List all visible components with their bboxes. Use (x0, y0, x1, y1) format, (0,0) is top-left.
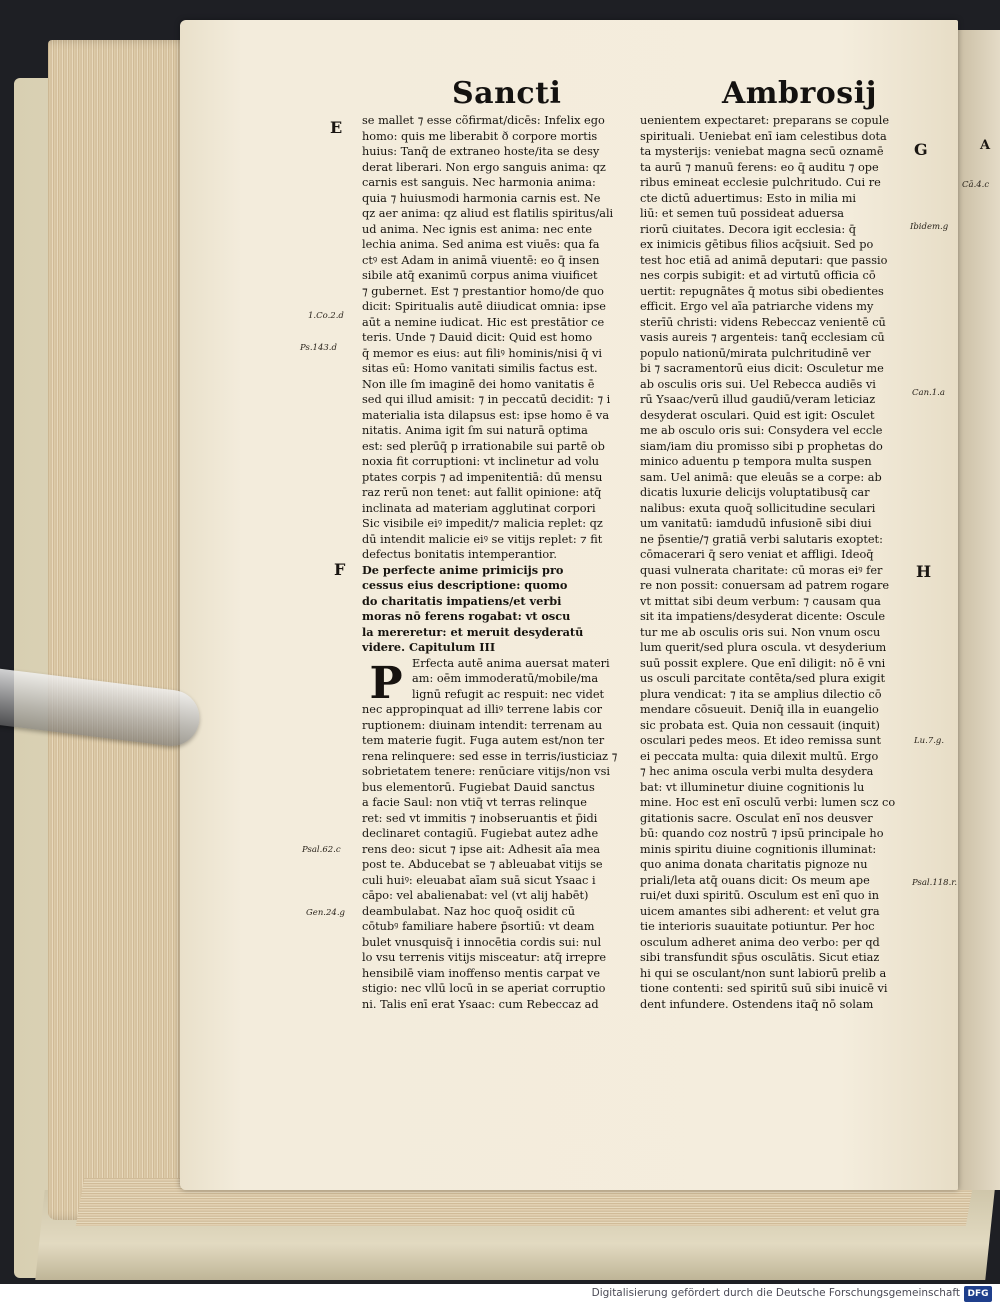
text-line: do charitatis impatiens/et verbi (362, 593, 562, 608)
text-line: bat: vt illuminetur diuine cognitionis lu (640, 780, 865, 794)
text-line: raz rerū non tenet: aut fallit opinione: atq̄ (362, 486, 602, 499)
section-letter-e: E (330, 118, 343, 137)
section-letter-g: G (914, 140, 928, 159)
text-line: ruptionem: diuinam intendit: terrenam au (362, 718, 603, 732)
text-line: mendare cōsueuit. Deniq̄ illa in euangelio (640, 703, 879, 716)
text-line: cōmacerari q̄ sero veniat et affligi. Ideoq̄ (640, 548, 874, 561)
text-line: tie interioris suauitate potiuntur. Per hoc (640, 920, 875, 933)
text-line: lignū refugit ac respuit: nec videt (412, 687, 605, 701)
margin-ref-can1: Can.1.a (912, 388, 945, 398)
text-line: sam. Uel animā: que eleuās se a corpe: ab (640, 470, 882, 484)
text-line: plura vendicat: ⁊ ita se amplius dilectio cō (640, 687, 882, 701)
text-line: deambulabat. Naz hoc quoq̄ osidit cū (362, 904, 575, 918)
text-line: quia ⁊ huiusmodi harmonia carnis est. Ne (362, 191, 601, 205)
text-line: nes corpis subigit: et ad virtutū officia cō (640, 269, 876, 282)
text-line: riorū ciuitates. Decora igit ecclesia: q̄ (640, 222, 856, 236)
text-line: us osculi parcitate contēta/sed plura exigit (640, 672, 885, 685)
text-line: minico aduentu p tempora multa suspen (640, 455, 872, 468)
text-line: quasi vulnerata charitate: cū moras eiꝰ fer (640, 563, 883, 577)
text-line: populo nationū/mirata pulchritudinē ver (640, 346, 871, 360)
text-line: sterīū christi: videns Rebeccaz venientē cū (640, 315, 886, 329)
text-line: defectus bonitatis intemperantior. (362, 548, 557, 561)
text-line: stigio: nec vllū locū in se aperiat corruptio (362, 982, 606, 995)
text-line: sobrietatem tenere: renūciare vitijs/non vsi (362, 765, 610, 778)
margin-ref-ps143: Ps.143.d (300, 343, 337, 353)
text-line: desyderat osculari. Quid est igit: Osculet (640, 408, 875, 422)
running-header-left: Sancti (452, 76, 562, 111)
section-letter-h: H (916, 562, 932, 581)
margin-ref-gen24: Gen.24.g (306, 908, 345, 918)
initial-capital: P (369, 658, 403, 709)
text-line: teris. Unde ⁊ Dauid dicit: Quid est homo (362, 331, 593, 344)
text-line: ni. Talis enī erat Ysaac: cum Rebeccaz ad (362, 997, 599, 1011)
text-line: nec appropinquat ad illiꝰ terrene labis cor (362, 703, 603, 716)
text-line: sitas eū: Homo vanitati similis factus est. (362, 362, 598, 375)
text-line: osculari pedes meos. Et ideo remissa sunt (640, 734, 882, 747)
text-line: tem materie fugit. Fuga autem est/non ter (362, 734, 605, 747)
text-line: homo: quis me liberabit ð corpore mortis (362, 129, 598, 143)
text-column-left (362, 113, 634, 1012)
text-line: ctꝰ est Adam in animā viuentē: eo q̄ insen (362, 253, 600, 267)
section-letter-a: A (980, 138, 991, 153)
text-line: suū possit explere. Que enī diligit: nō ē vni (640, 656, 886, 670)
text-line: q̄ memor es eius: aut filiꝰ hominis/nisi q̄ vi (362, 346, 602, 360)
text-line: bus elementorū. Fugiebat Dauid sanctus (362, 780, 595, 794)
text-line: rū Ysaac/verū illud gaudiū/veram leticiaz (640, 393, 876, 406)
right-page-sliver (958, 30, 1000, 1190)
text-line: lum querit/sed plura oscula. vt desyderium (640, 641, 887, 654)
text-line: dent infundere. Ostendens itaq̄ nō solam (640, 997, 874, 1011)
text-line: post te. Abducebat se ⁊ ableuabat vitijs se (362, 858, 603, 871)
running-header-right: Ambrosij (722, 76, 877, 111)
text-line: uertit: repugnātes q̄ motus sibi obedientes (640, 284, 884, 298)
text-line: liū: et semen tuū possideat aduersa (640, 207, 845, 220)
text-line: sed qui illud amisit: ⁊ in peccatū decidit: ⁊ i (362, 393, 611, 406)
text-line: re non possit: conuersam ad patrem rogare (640, 579, 890, 592)
text-line: est: sed plerūq̄ p irrationabile sui partē ob (362, 439, 605, 453)
text-line: cte dictū aduertimus: Esto in milia mi (640, 191, 857, 205)
text-line: materialia ista dilapsus est: ipse homo ē va (362, 408, 610, 422)
text-line: ud anima. Nec ignis est anima: nec ente (362, 222, 593, 236)
text-line: inclinata ad materiam agglutinat corpori (362, 501, 596, 515)
text-column-right (640, 113, 912, 1012)
text-line: Erfecta autē anima auersat materi (412, 656, 610, 670)
text-line: sibi transfundit sp̄us osculātis. Sicut etiaz (640, 951, 880, 964)
text-line: vt mittat sibi deum verbum: ⁊ causam qua (640, 594, 881, 608)
margin-ref-right-page: Cā.4.c (962, 180, 990, 190)
text-line: dicatis luxurie delicijs voluptatibusq̄ car (640, 486, 870, 499)
text-line: priali/leta atq̄ ouans dicit: Os meum ape (640, 873, 870, 887)
text-line: lechia anima. Sed anima est viuēs: qua fa (362, 238, 600, 251)
text-line: am: oēm immoderatū/mobile/ma (412, 672, 599, 685)
text-line: test hoc etiā ad animā deputari: que passio (640, 253, 888, 267)
margin-ref-psal118: Psal.118.r. (912, 878, 958, 888)
text-line: rens deo: sicut ⁊ ipse ait: Adhesit aīa mea (362, 842, 601, 856)
text-line: cāpo: vel abalienabat: vel (vt alij habēt) (362, 889, 589, 902)
text-line: rena relinquere: sed esse in terris/iusticiaz ⁊ (362, 749, 618, 763)
text-line: cessus eius descriptione: quomo (362, 578, 568, 592)
text-line: hi qui se osculant/non sunt labiorū prelib a (640, 966, 887, 980)
text-line: osculum adheret anima deo verbo: per qd (640, 935, 880, 949)
text-line: qz aer anima: qz aliud est flatilis spiritus/ali (362, 207, 614, 220)
text-line: sit ita impatiens/desyderat dicente: Oscule (640, 610, 886, 623)
text-line: me ab osculo oris sui: Consydera vel eccle (640, 424, 883, 437)
text-line: gitationis sacre. Osculat enī nos deusver (640, 811, 873, 825)
section-letter-f: F (334, 560, 346, 579)
margin-ref-luc7: Lu.7.g. (914, 736, 945, 746)
text-line: ta mysterijs: veniebat magna secū oznamē (640, 145, 884, 158)
text-line: nitatis. Anima igit ſm sui naturā optima (362, 424, 588, 437)
text-line: a facie Saul: non vtiq̄ vt terras relinque (362, 796, 587, 809)
text-line: declinaret contagiū. Fugiebat autez adhe (362, 827, 599, 840)
text-line: De perfecte anime primicijs pro (362, 562, 564, 577)
text-line: ptates corpis ⁊ ad impenitentiā: dū mensu (362, 470, 603, 484)
text-line: bi ⁊ sacramentorū eius dicit: Osculetur me (640, 362, 884, 375)
text-line: quo anima donata charitatis pignoze nu (640, 858, 868, 871)
text-line: carnis est sanguis. Nec harmonia anima: (362, 176, 596, 189)
text-line: derat liberari. Non ergo sanguis anima: qz (362, 160, 606, 174)
text-line: mine. Hoc est enī osculū verbi: lumen scz co (640, 796, 896, 809)
text-line: noxia fit corruptioni: vt inclinetur ad volu (362, 455, 600, 468)
text-line: minis spiritu diuine cognitionis illuminat: (640, 842, 877, 856)
text-line: bulet vnusquisq̄ i innocētia cordis sui: nul (362, 935, 602, 949)
text-line: ribus emineat ecclesie pulchritudo. Cui re (640, 176, 881, 189)
text-line: spirituali. Ueniebat enī iam celestibus dota (640, 129, 887, 143)
text-line: um vanitatū: iamdudū infusionē sibi diui (640, 517, 872, 530)
text-line: ne p̄sentie/⁊ gratiā verbi salutaris exoptet: (640, 532, 883, 546)
text-line: nalibus: exuta quoq̄ sollicitudine seculari (640, 501, 876, 515)
margin-ref-ibidem: Ibidem.g (910, 222, 949, 232)
text-line: huius: Tanq̄ de extraneo hoste/ita se desy (362, 145, 600, 158)
page-edges-left (48, 40, 198, 1220)
text-line: videre. Capitulum III (362, 640, 496, 654)
footer-credit: Digitalisierung gefördert durch die Deutsche Forschungsgemeinschaft (591, 1287, 960, 1299)
text-line: cōtubꝰ familiare habere p̄sortiū: vt deam (362, 920, 595, 933)
text-line: ta aurū ⁊ manuū ferens: eo q̄ auditu ⁊ ope (640, 160, 879, 174)
text-line: efficit. Ergo vel aīa patriarche videns my (640, 300, 874, 313)
text-line: rui/et duxi spiritū. Osculum est enī quo in (640, 889, 880, 902)
text-line: la mereretur: et meruit desyderatū (362, 624, 584, 639)
text-line: vasis aureis ⁊ argenteis: tanq̄ ecclesiam cū (640, 331, 885, 344)
text-line: hensibilē viam inoffenso mentis carpat ve (362, 966, 601, 980)
margin-ref-1cor: 1.Co.2.d (308, 311, 344, 321)
text-line: uicem amantes sibi adherent: et velut gra (640, 904, 880, 918)
text-line: uenientem expectaret: preparans se copule (640, 114, 890, 127)
margin-ref-psal62: Psal.62.c (302, 845, 341, 855)
text-line: bū: quando coz nostrū ⁊ ipsū principale ho (640, 827, 884, 840)
text-line: dū intendit malicie eiꝰ se vitijs replet: ⁊ fit (362, 532, 603, 546)
text-line: ab osculis oris sui. Uel Rebecca audiēs vi (640, 377, 876, 391)
text-line: siam/iam diu promisso sibi p prophetas do (640, 439, 883, 453)
text-line: moras nō ferens rogabat: vt oscu (362, 609, 571, 623)
text-line: dicit: Spiritualis autē diiudicat omnia: ipse (362, 300, 606, 313)
text-line: tione contenti: sed spiritū suū sibi inuicē vi (640, 982, 888, 995)
text-line: Non ille ſm imaginē dei homo vanitatis ē (362, 377, 595, 391)
text-line: aūt a nemine iudicat. Hic est prestātior ce (362, 315, 605, 329)
text-line: tur me ab osculis oris sui. Non vnum oscu (640, 625, 881, 639)
text-line: ei peccata multa: quia dilexit multū. Ergo (640, 749, 879, 763)
text-line: ⁊ gubernet. Est ⁊ prestantior homo/de quo (362, 284, 604, 298)
dfg-logo-icon: DFG (964, 1286, 992, 1302)
text-line: se mallet ⁊ esse cõfirmat/dicēs: Infelix ego (362, 114, 605, 127)
text-line: sibile atq̄ exanimū corpus anima viuificet (362, 269, 598, 282)
footer-bar (0, 1284, 1000, 1306)
text-line: lo vsu terrenis vitijs misceatur: atq̄ irrepre (362, 951, 607, 964)
text-line: Sic visibile eiꝰ impedit/⁊ malicia replet: qz (362, 517, 603, 530)
text-line: ⁊ hec anima oscula verbi multa desydera (640, 765, 874, 778)
text-line: culi huiꝰ: eleuabat aīam suā sicut Ysaac i (362, 873, 596, 887)
text-line: sic probata est. Quia non cessauit (inquit) (640, 718, 880, 732)
text-line: ex inimicis gētibus filios acq̄siuit. Sed po (640, 238, 874, 251)
text-line: ret: sed vt immitis ⁊ inobseruantis et p̄idi (362, 811, 598, 825)
